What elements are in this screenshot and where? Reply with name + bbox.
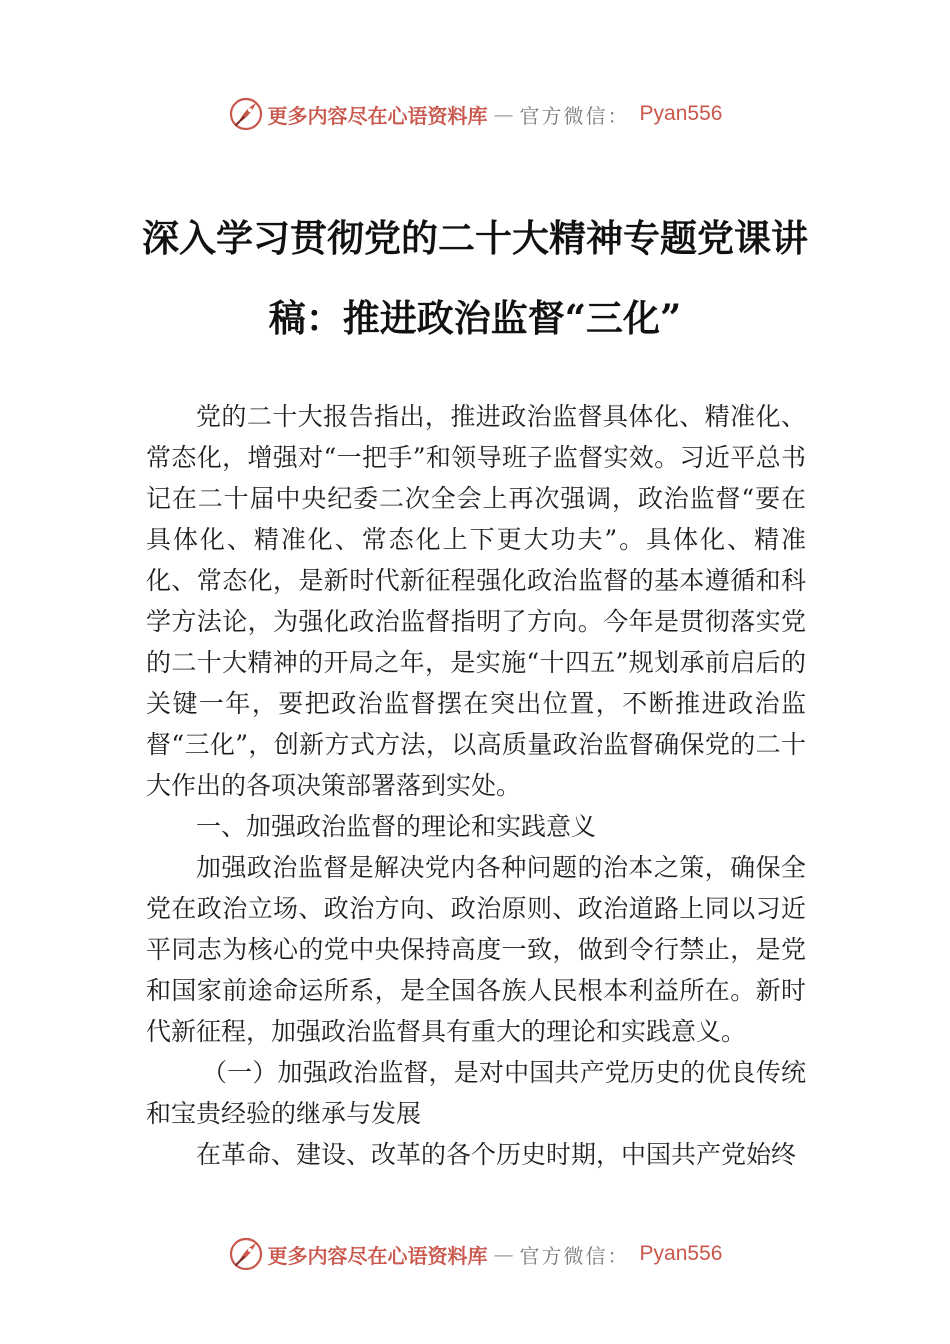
watermark-brand-text: 更多内容尽在心语资料库 — [267, 1243, 488, 1268]
watermark-wechat-label: 官方微信： — [519, 1243, 630, 1268]
feather-quill-logo-icon — [228, 1236, 264, 1272]
watermark-dash: — — [493, 102, 514, 126]
subsection-heading-1: （一）加强政治监督，是对中国共产党历史的优良传统和宝贵经验的继承与发展 — [146, 1058, 806, 1128]
footer-watermark — [0, 1232, 950, 1276]
watermark-wechat-id: Pyan556 — [639, 102, 723, 125]
paragraph-section-1: 加强政治监督是解决党内各种问题的治本之策，确保全党在政治立场、政治方向、政治原则、政治道路上同以习近平同志为核心的党中央保持高度一致，做到令行禁止，是党和国家前途命运所系，是全国各族人民根本利益所在。新时代新征程，加强政治监督具有重大的理论和实践意义。 — [146, 853, 806, 1046]
watermark-brand-text: 更多内容尽在心语资料库 — [267, 103, 488, 128]
watermark-dash: — — [493, 1242, 514, 1266]
section-heading-1: 一、加强政治监督的理论和实践意义 — [196, 812, 597, 841]
document-title: 深入学习贯彻党的二十大精神专题党课讲稿：推进政治监督“三化” — [142, 216, 808, 340]
document-body — [146, 396, 806, 1175]
watermark-wechat-label: 官方微信： — [519, 103, 630, 128]
paragraph-subsection-1: 在革命、建设、改革的各个历史时期，中国共产党始终 — [196, 1140, 797, 1169]
feather-quill-logo-icon — [228, 96, 264, 132]
header-watermark — [0, 92, 950, 136]
watermark-wechat-id: Pyan556 — [639, 1242, 723, 1265]
paragraph-intro: 党的二十大报告指出，推进政治监督具体化、精准化、常态化，增强对“一把手”和领导班子监督实效。习近平总书记在二十届中央纪委二次全会上再次强调，政治监督“要在具体化、精准化、常态化上下更大功夫”。具体化、精准化、常态化，是新时代新征程强化政治监督的基本遵循和科学方法论，为强化政治监督指明了方向。今年是贯彻落实党的二十大精神的开局之年，是实施“十四五”规划承前启后的关键一年，要把政治监督摆在突出位置，不断推进政治监督“三化”，创新方式方法，以高质量政治监督确保党的二十大作出的各项决策部署落到实处。 — [146, 402, 806, 800]
